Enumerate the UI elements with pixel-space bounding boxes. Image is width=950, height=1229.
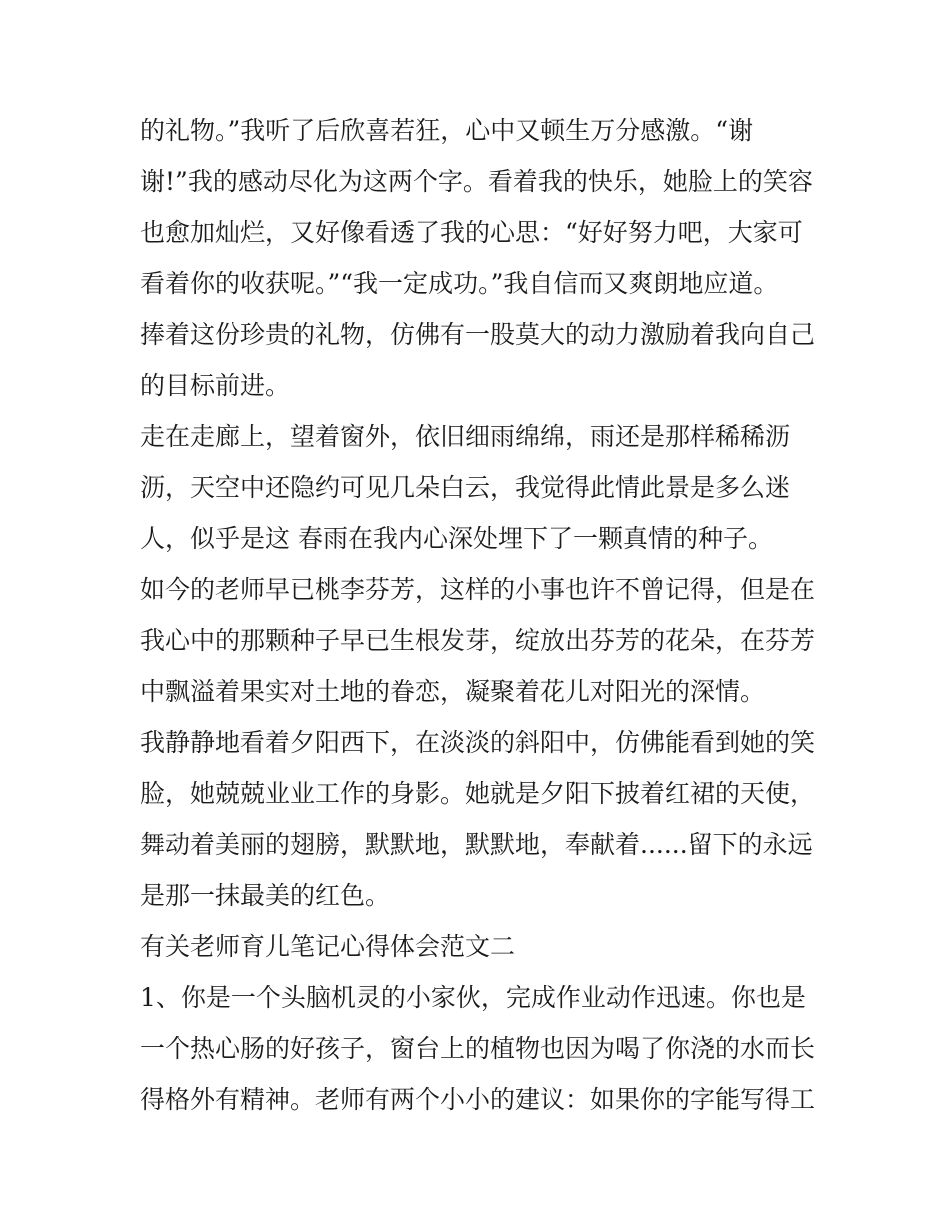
text-line: 得格外有精神。老师有两个小小的建议：如果你的字能写得工 (140, 1085, 816, 1114)
text-line: 1、你是一个头脑机灵的小家伙，完成作业动作迅速。你也是 (140, 983, 806, 1012)
text-line: 人，似乎是这 春雨在我内心深处埋下了一颗真情的种子。 (140, 524, 773, 553)
text-line: 一个热心肠的好孩子，窗台上的植物也因为喝了你浇的水而长 (140, 1034, 816, 1063)
text-line: 谢!”我的感动尽化为这两个字。看着我的快乐，她脸上的笑容 (140, 167, 813, 196)
document-body (140, 105, 820, 1125)
text-line: 中飘溢着果实对土地的眷恋，凝聚着花儿对阳光的深情。 (140, 677, 766, 706)
text-line: 是那一抹最美的红色。 (140, 881, 391, 910)
text-line: 捧着这份珍贵的礼物，仿佛有一股莫大的动力激励着我向自己 (140, 320, 816, 349)
text-line: 看着你的收获呢。”“我一定成功。”我自信而又爽朗地应道。 (140, 269, 779, 298)
text-line: 走在走廊上，望着窗外，依旧细雨绵绵，雨还是那样稀稀沥 (140, 422, 791, 451)
text-line: 沥，天空中还隐约可见几朵白云，我觉得此情此景是多么迷 (140, 473, 791, 502)
text-line: 的目标前进。 (140, 371, 291, 400)
text-line: 我心中的那颗种子早已生根发芽，绽放出芬芳的花朵，在芬芳 (140, 626, 816, 655)
text-line: 脸，她兢兢业业工作的身影。她就是夕阳下披着红裙的天使， (140, 779, 816, 808)
text-line: 我静静地看着夕阳西下，在淡淡的斜阳中，仿佛能看到她的笑 (140, 728, 816, 757)
text-line: 的礼物。”我听了后欣喜若狂，心中又顿生万分感激。“谢 (140, 116, 754, 145)
text-line: 如今的老师早已桃李芬芳，这样的小事也许不曾记得，但是在 (140, 575, 816, 604)
text-line: 舞动着美丽的翅膀，默默地，默默地，奉献着......留下的永远 (140, 830, 813, 859)
section-heading: 有关老师育儿笔记心得体会范文二 (140, 932, 516, 961)
text-line: 也愈加灿烂，又好像看透了我的心思：“好好努力吧，大家可 (140, 218, 803, 247)
